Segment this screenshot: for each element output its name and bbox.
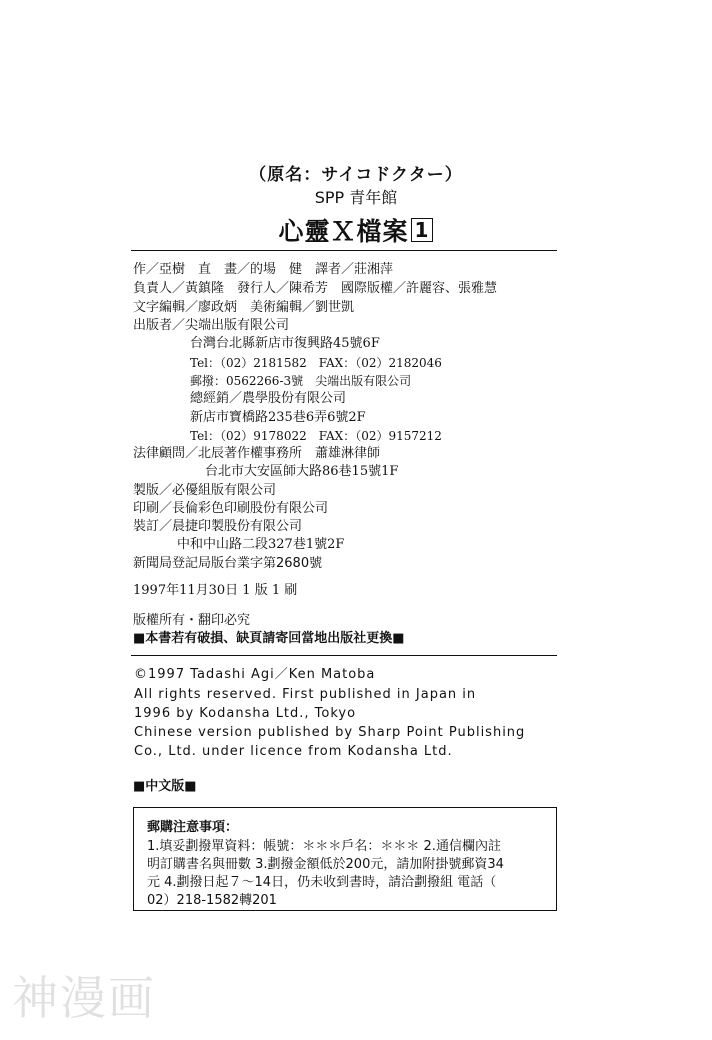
credit-line: 作／亞樹 直 畫／的場 健 譯者／莊湘萍	[133, 262, 394, 277]
book-title-text: 心靈Ｘ檔案	[278, 217, 409, 246]
copyright-line: Chinese version published by Sharp Point Publishing	[134, 725, 526, 740]
rights-notice: 版權所有・翻印必究	[133, 613, 251, 628]
mail-order-line: 02）218-1582轉201	[147, 893, 277, 908]
edition-date: 1997年11月30日 1 版 1 刷	[133, 583, 298, 598]
chinese-edition-label: ■中文版■	[133, 779, 197, 794]
publisher-label: SPP 青年館	[314, 188, 398, 207]
credit-line: 印刷／長倫彩色印刷股份有限公司	[133, 501, 329, 516]
credit-line: 新聞局登記局版台業字第2680號	[133, 556, 323, 571]
credit-line: Tel：（02）9178022 FAX：（02）9157212	[190, 429, 442, 443]
copyright-line: ©1997 Tadashi Agi／Ken Matoba	[134, 667, 376, 682]
credit-line: 新店市寶橋路235巷6弄6號2F	[190, 410, 366, 425]
watermark: 神漫画	[12, 971, 156, 1025]
mail-order-line: 1.填妥劃撥單資料：帳號：＊＊＊戶名：＊＊＊ 2.通信欄內註	[147, 839, 501, 854]
credit-line: 法律顧問／北辰著作權事務所 蕭雄淋律師	[133, 446, 381, 461]
credit-line: 中和中山路二段327巷1號2F	[177, 537, 345, 552]
credit-line: 出版者／尖端出版有限公司	[133, 318, 290, 333]
original-title: （原名：サイコドクター）	[249, 165, 463, 185]
credit-line: 台北市大安區師大路86巷15號1F	[205, 464, 399, 479]
credit-line: 負責人／黃鎮隆 發行人／陳希芳 國際版權／許麗容、張雅慧	[133, 281, 498, 296]
mail-order-line: 元 4.劃撥日起７～14日，仍未收到書時，請洽劃撥組 電話（	[147, 875, 497, 890]
volume-number: 1	[411, 218, 434, 242]
damage-notice: ■本書若有破損、缺頁請寄回當地出版社更換■	[133, 631, 405, 646]
credit-line: 裝訂／晨捷印製股份有限公司	[133, 519, 303, 534]
credit-line: 台灣台北縣新店市復興路45號6F	[190, 336, 380, 351]
credit-line: 總經銷／農學股份有限公司	[190, 391, 347, 406]
divider	[131, 250, 557, 251]
mail-order-heading: 郵購注意事項：	[147, 820, 239, 835]
credit-line: Tel：（02）2181582 FAX：（02）2182046	[190, 356, 442, 370]
mail-order-line: 明訂購書名與冊數 3.劃撥金額低於200元，請加附掛號郵資34	[147, 857, 504, 872]
credit-line: 文字編輯／廖政炳 美術編輯／劉世凱	[133, 300, 355, 315]
divider	[131, 655, 557, 656]
copyright-line: 1996 by Kodansha Ltd., Tokyo	[134, 706, 357, 721]
copyright-line: Co., Ltd. under licence from Kodansha Ltd.	[134, 744, 453, 759]
copyright-line: All rights reserved. First published in Japan in	[134, 687, 477, 702]
book-title	[0, 212, 712, 248]
credit-line: 製版／必優組版有限公司	[133, 483, 277, 498]
credit-line: 郵撥：0562266-3號 尖端出版有限公司	[190, 374, 412, 388]
mail-order-box	[133, 807, 557, 911]
